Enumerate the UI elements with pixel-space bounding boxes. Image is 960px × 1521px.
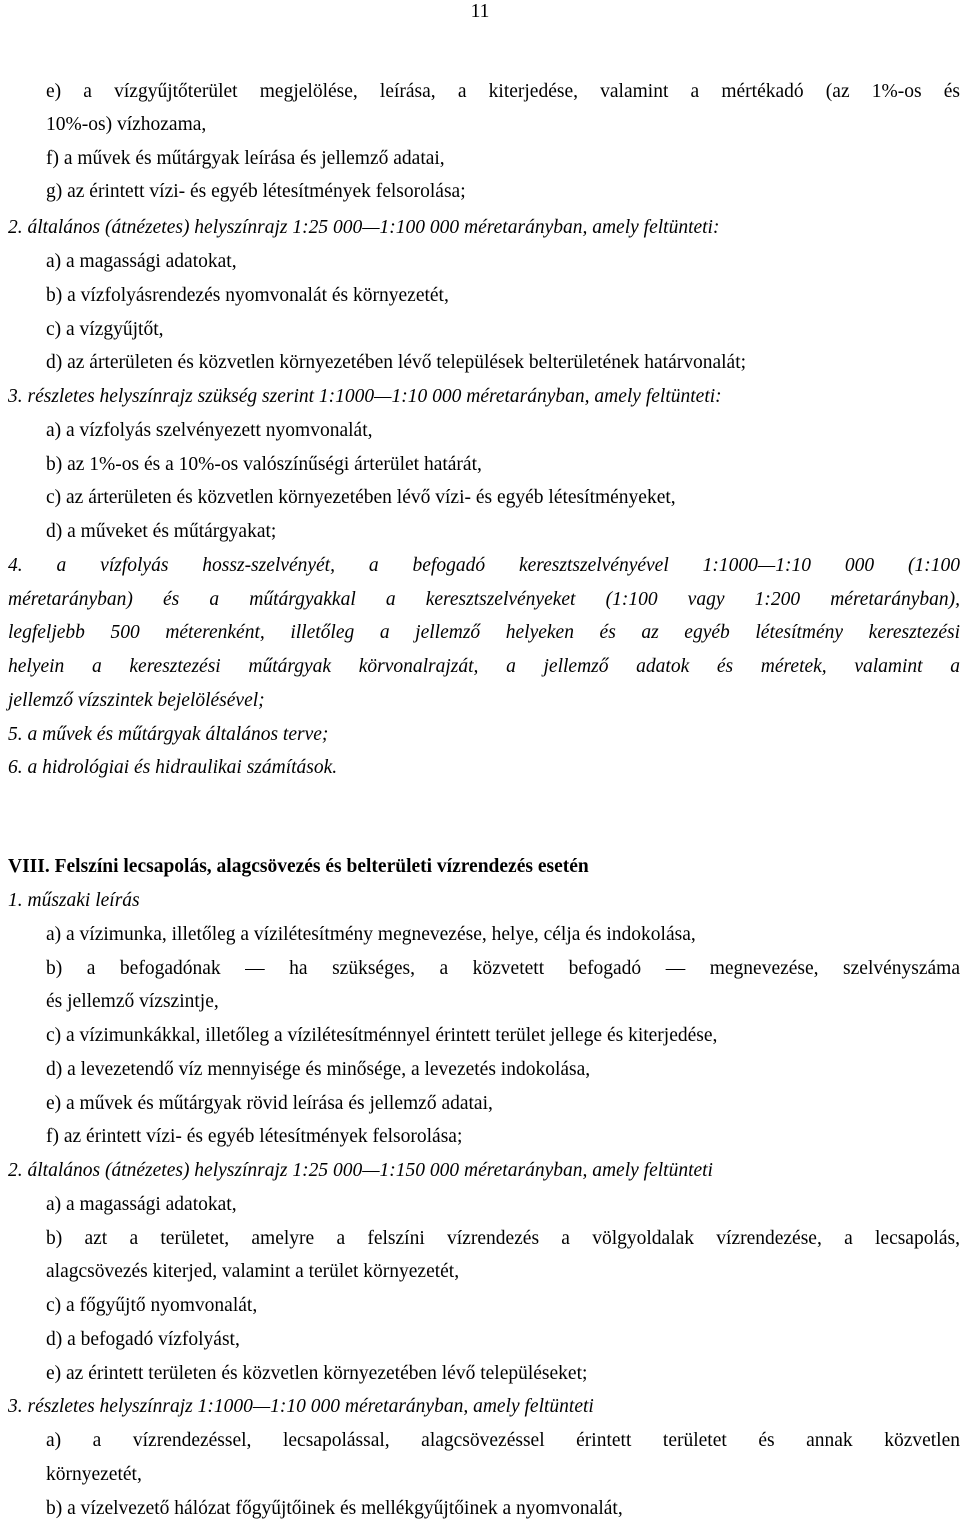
text-line: b) azt a területet, amelyre a felszíni vízrendezés a völgyoldalak vízrendezése, a lecsapolás, (46, 1228, 960, 1249)
text-line: legfeljebb 500 méterenként, illetőleg a jellemző helyeken és az egyéb létesítmény keresztezési (8, 622, 960, 643)
text-line: d) a műveket és műtárgyakat; (46, 521, 277, 542)
text-line: 2. általános (átnézetes) helyszínrajz 1:25 000—1:150 000 méretarányban, amely feltünteti (8, 1160, 713, 1181)
text-line: jellemző vízszintek bejelölésével; (8, 690, 265, 711)
text-line: d) a befogadó vízfolyást, (46, 1329, 240, 1350)
page-number: 11 (470, 1, 490, 22)
text-line: e) a vízgyűjtőterület megjelölése, leírása, a kiterjedése, valamint a mértékadó (az 1%-os és (46, 81, 960, 102)
text-line: 6. a hidrológiai és hidraulikai számítások. (8, 757, 338, 778)
text-line: 1. műszaki leírás (8, 890, 140, 911)
text-line: d) a levezetendő víz mennyisége és minősége, a levezetés indokolása, (46, 1059, 591, 1080)
text-line: c) az árterületen és közvetlen környezetében lévő vízi- és egyéb létesítményeket, (46, 487, 676, 508)
text-line: b) a vízfolyásrendezés nyomvonalát és környezetét, (46, 285, 449, 306)
text-line: c) a vízimunkákkal, illetőleg a vízilétesítménnyel érintett terület jellege és kiterjedése, (46, 1025, 718, 1046)
text-line: g) az érintett vízi- és egyéb létesítmények felsorolása; (46, 181, 466, 202)
text-line: 10%-os) vízhozama, (46, 114, 207, 135)
text-line: e) az érintett területen és közvetlen környezetében lévő településeket; (46, 1363, 588, 1384)
text-line: b) a vízelvezető hálózat főgyűjtőinek és mellékgyűjtőinek a nyomvonalát, (46, 1498, 623, 1519)
text-line: a) a magassági adatokat, (46, 251, 237, 272)
section-heading: VIII. Felszíni lecsapolás, alagcsövezés és belterületi vízrendezés esetén (8, 856, 589, 877)
text-line: alagcsövezés kiterjed, valamint a terület környezetét, (46, 1261, 460, 1282)
text-line: 5. a művek és műtárgyak általános terve; (8, 724, 329, 745)
text-line: méretarányban) és a műtárgyakkal a keresztszelvényeket (1:100 vagy 1:200 méretarányban), (8, 589, 960, 610)
text-line: a) a vízfolyás szelvényezett nyomvonalát, (46, 420, 373, 441)
text-line: f) a művek és műtárgyak leírása és jellemző adatai, (46, 148, 445, 169)
text-line: és jellemző vízszintje, (46, 991, 219, 1012)
text-line: 4. a vízfolyás hossz-szelvényét, a befogadó keresztszelvényével 1:1000—1:10 000 (1:100 (8, 555, 960, 576)
text-line: a) a vízimunka, illetőleg a vízilétesítmény megnevezése, helye, célja és indokolása, (46, 924, 696, 945)
text-line: környezetét, (46, 1464, 142, 1485)
text-line: d) az árterületen és közvetlen környezetében lévő települések belterületének határvonalát; (46, 352, 747, 373)
text-line: 3. részletes helyszínrajz szükség szerint 1:1000—1:10 000 méretarányban, amely feltünteti: (8, 386, 722, 407)
text-line: 2. általános (átnézetes) helyszínrajz 1:25 000—1:100 000 méretarányban, amely feltünteti: (8, 217, 720, 238)
text-line: b) a befogadónak — ha szükséges, a közvetett befogadó — megnevezése, szelvényszáma (46, 958, 960, 979)
text-line: 3. részletes helyszínrajz 1:1000—1:10 000 méretarányban, amely feltünteti (8, 1396, 594, 1417)
text-line: b) az 1%-os és a 10%-os valószínűségi árterület határát, (46, 454, 482, 475)
text-line: a) a magassági adatokat, (46, 1194, 237, 1215)
text-line: f) az érintett vízi- és egyéb létesítmények felsorolása; (46, 1126, 463, 1147)
text-line: c) a vízgyűjtőt, (46, 319, 164, 340)
text-line: e) a művek és műtárgyak rövid leírása és jellemző adatai, (46, 1093, 493, 1114)
text-line: helyein a keresztezési műtárgyak körvonalrajzát, a jellemző adatok és méretek, valamint a (8, 656, 960, 677)
text-line: a) a vízrendezéssel, lecsapolással, alagcsövezéssel érintett területet és annak közvetlen (46, 1430, 960, 1451)
text-line: c) a főgyűjtő nyomvonalát, (46, 1295, 258, 1316)
